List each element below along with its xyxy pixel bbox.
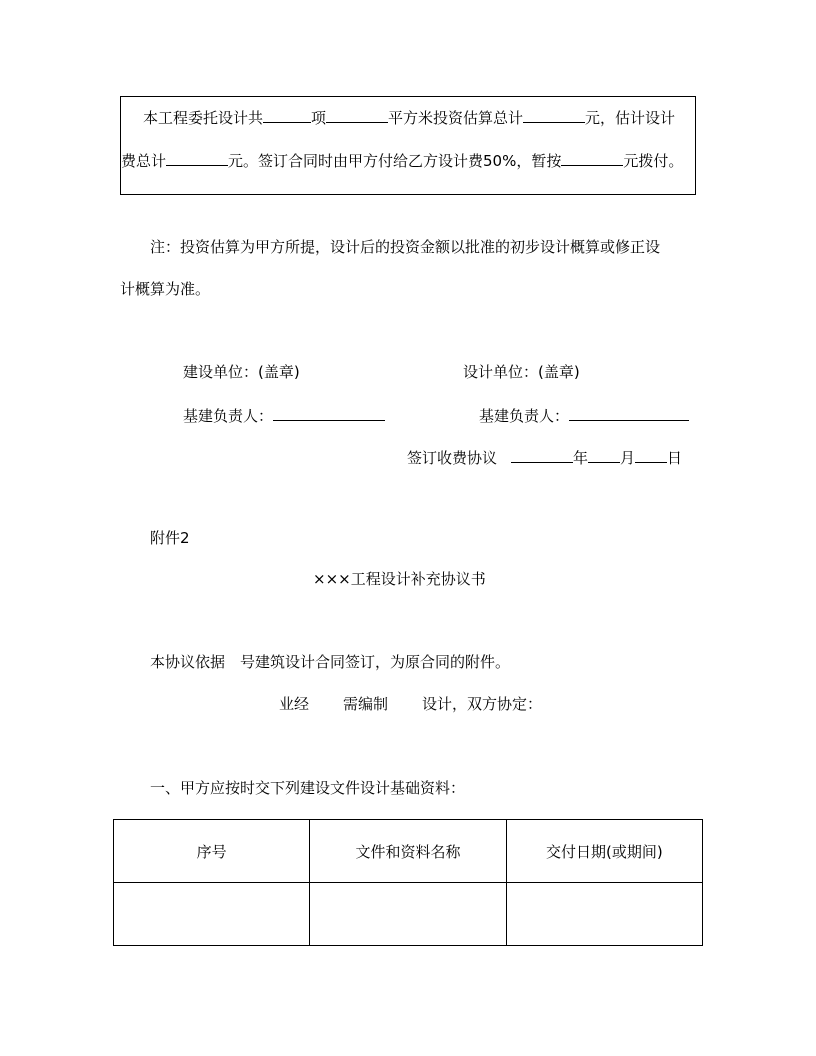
builder-head-blank[interactable] bbox=[273, 406, 385, 421]
builder-head-row bbox=[183, 406, 385, 424]
builder-head-label: 基建负责人： bbox=[183, 407, 274, 425]
designer-head-blank[interactable] bbox=[569, 406, 689, 421]
year-label: 年 bbox=[573, 449, 589, 467]
fee-text-2a: 费总计 bbox=[121, 152, 167, 170]
fee-line-1 bbox=[143, 108, 675, 126]
fee-text-1b: 项 bbox=[311, 109, 327, 127]
blank-area[interactable] bbox=[326, 108, 388, 123]
date-label: 签订收费协议 bbox=[407, 449, 498, 467]
month-label: 月 bbox=[620, 449, 636, 467]
agreement-text-a: 业经 bbox=[279, 695, 310, 713]
documents-table bbox=[113, 819, 703, 946]
fee-text-1c: 平方米投资估算总计 bbox=[388, 109, 524, 127]
fee-text-1d: 元，估计设计 bbox=[585, 109, 676, 127]
fee-text-1a: 本工程委托设计共 bbox=[143, 109, 264, 127]
designer-head-label: 基建负责人： bbox=[479, 407, 570, 425]
agreement-line bbox=[279, 697, 542, 712]
header-delivery-date: 交付日期(或期间) bbox=[506, 820, 702, 883]
table-cell[interactable] bbox=[310, 883, 506, 946]
designer-head-row bbox=[479, 406, 689, 424]
blank-items[interactable] bbox=[263, 108, 311, 123]
agreement-text-b: 需编制 bbox=[343, 695, 389, 713]
fee-text-2b: 元。签订合同时由甲方付给乙方设计费50%，暂按 bbox=[228, 152, 562, 170]
fee-line-2 bbox=[121, 151, 683, 169]
note-line-2: 计概算为准。 bbox=[120, 280, 211, 298]
table-header-row bbox=[114, 820, 703, 883]
table-row bbox=[114, 883, 703, 946]
blank-design-fee[interactable] bbox=[166, 151, 228, 166]
blank-payment[interactable] bbox=[561, 151, 623, 166]
table-cell[interactable] bbox=[114, 883, 310, 946]
attachment-title: ×××工程设计补充协议书 bbox=[313, 570, 486, 588]
table-cell[interactable] bbox=[506, 883, 702, 946]
date-row bbox=[407, 448, 682, 466]
blank-investment[interactable] bbox=[523, 108, 585, 123]
section-1-heading: 一、甲方应按时交下列建设文件设计基础资料： bbox=[150, 779, 466, 797]
day-blank[interactable] bbox=[635, 448, 667, 463]
header-index: 序号 bbox=[114, 820, 310, 883]
day-label: 日 bbox=[667, 449, 683, 467]
fee-box bbox=[120, 96, 696, 195]
month-blank[interactable] bbox=[588, 448, 620, 463]
builder-unit-label: 建设单位：(盖章) bbox=[183, 363, 300, 381]
header-document-name: 文件和资料名称 bbox=[310, 820, 506, 883]
agreement-text-c: 设计，双方协定： bbox=[422, 695, 543, 713]
year-blank[interactable] bbox=[511, 448, 573, 463]
attachment-label: 附件2 bbox=[150, 529, 190, 547]
note-line-1: 注：投资估算为甲方所提，设计后的投资金额以批准的初步设计概算或修正设 bbox=[150, 238, 661, 256]
fee-text-2c: 元拨付。 bbox=[623, 152, 684, 170]
designer-unit-label: 设计单位：(盖章) bbox=[463, 363, 580, 381]
basis-text: 本协议依据 号建筑设计合同签订，为原合同的附件。 bbox=[150, 653, 511, 671]
